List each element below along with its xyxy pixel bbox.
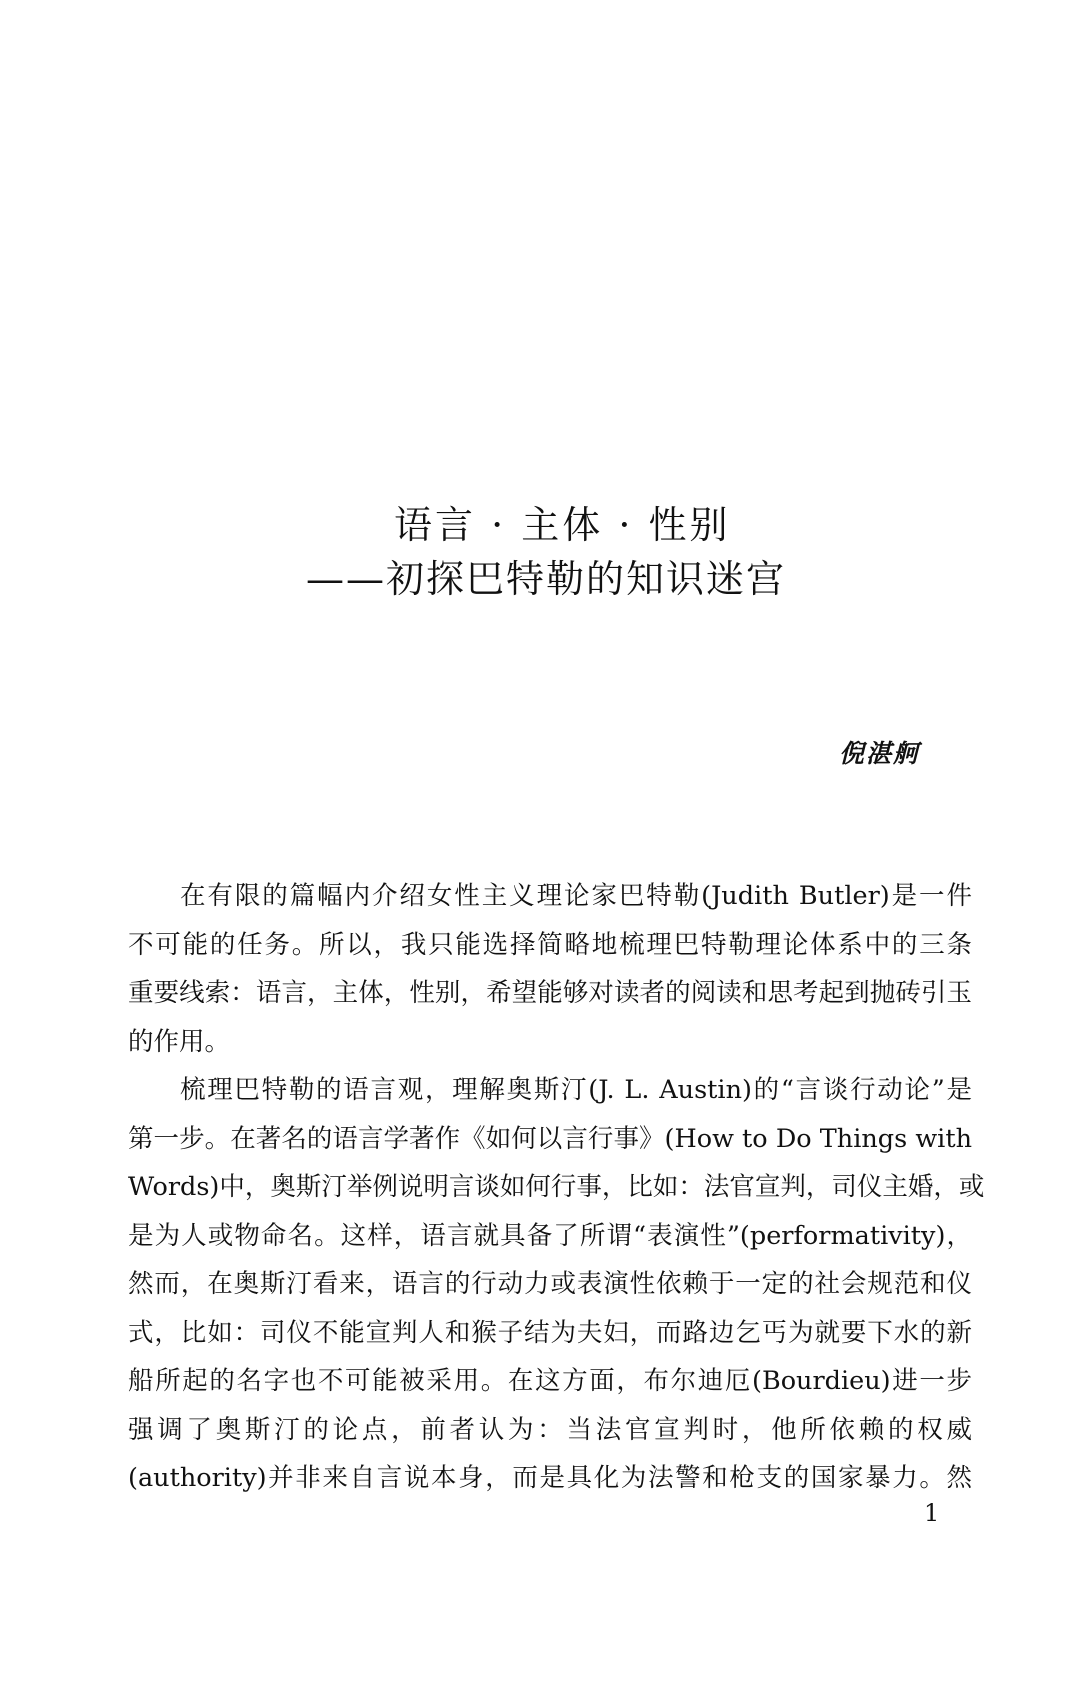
text-line: 梳理巴特勒的语言观，理解奥斯汀(J. L. Austin)的“言谈行动论”是 [180,1075,972,1105]
text-line: 是为人或物命名。这样，语言就具备了所谓“表演性”(performativity)， [128,1220,972,1251]
text-line: 重要线索：语言，主体，性别，希望能够对读者的阅读和思考起到抛砖引玉 [128,978,972,1008]
text-line: 船所起的名字也不可能被采用。在这方面，布尔迪厄(Bourdieu)进一步 [128,1366,972,1396]
page-subtitle: ——初探巴特勒的知识迷宫 [306,557,787,601]
paragraph-1 [128,872,972,1066]
page-title: 语言 · 主体 · 性别 [394,503,731,547]
text-line: 然而，在奥斯汀看来，语言的行动力或表演性依赖于一定的社会规范和仪 [128,1269,972,1299]
paragraph-2 [128,1066,985,1503]
text-line: 式，比如：司仪不能宣判人和猴子结为夫妇，而路边乞丐为就要下水的新 [128,1317,972,1348]
body-text [128,872,985,1503]
text-line: 强调了奥斯汀的论点，前者认为：当法官宣判时，他所依赖的权威 [128,1414,972,1445]
page-number: 1 [924,1499,940,1527]
text-line: 的作用。 [128,1026,231,1057]
author-name: 倪湛舸 [838,739,920,768]
text-line: (authority)并非来自言说本身，而是具化为法警和枪支的国家暴力。然 [128,1463,972,1493]
text-line: 第一步。在著名的语言学著作《如何以言行事》(How to Do Things with [128,1123,972,1154]
text-line: Words)中，奥斯汀举例说明言谈如何行事，比如：法官宣判，司仪主婚，或 [128,1172,985,1202]
text-line: 在有限的篇幅内介绍女性主义理论家巴特勒(Judith Butler)是一件 [180,881,972,911]
text-line: 不可能的任务。所以，我只能选择简略地梳理巴特勒理论体系中的三条 [128,929,972,960]
